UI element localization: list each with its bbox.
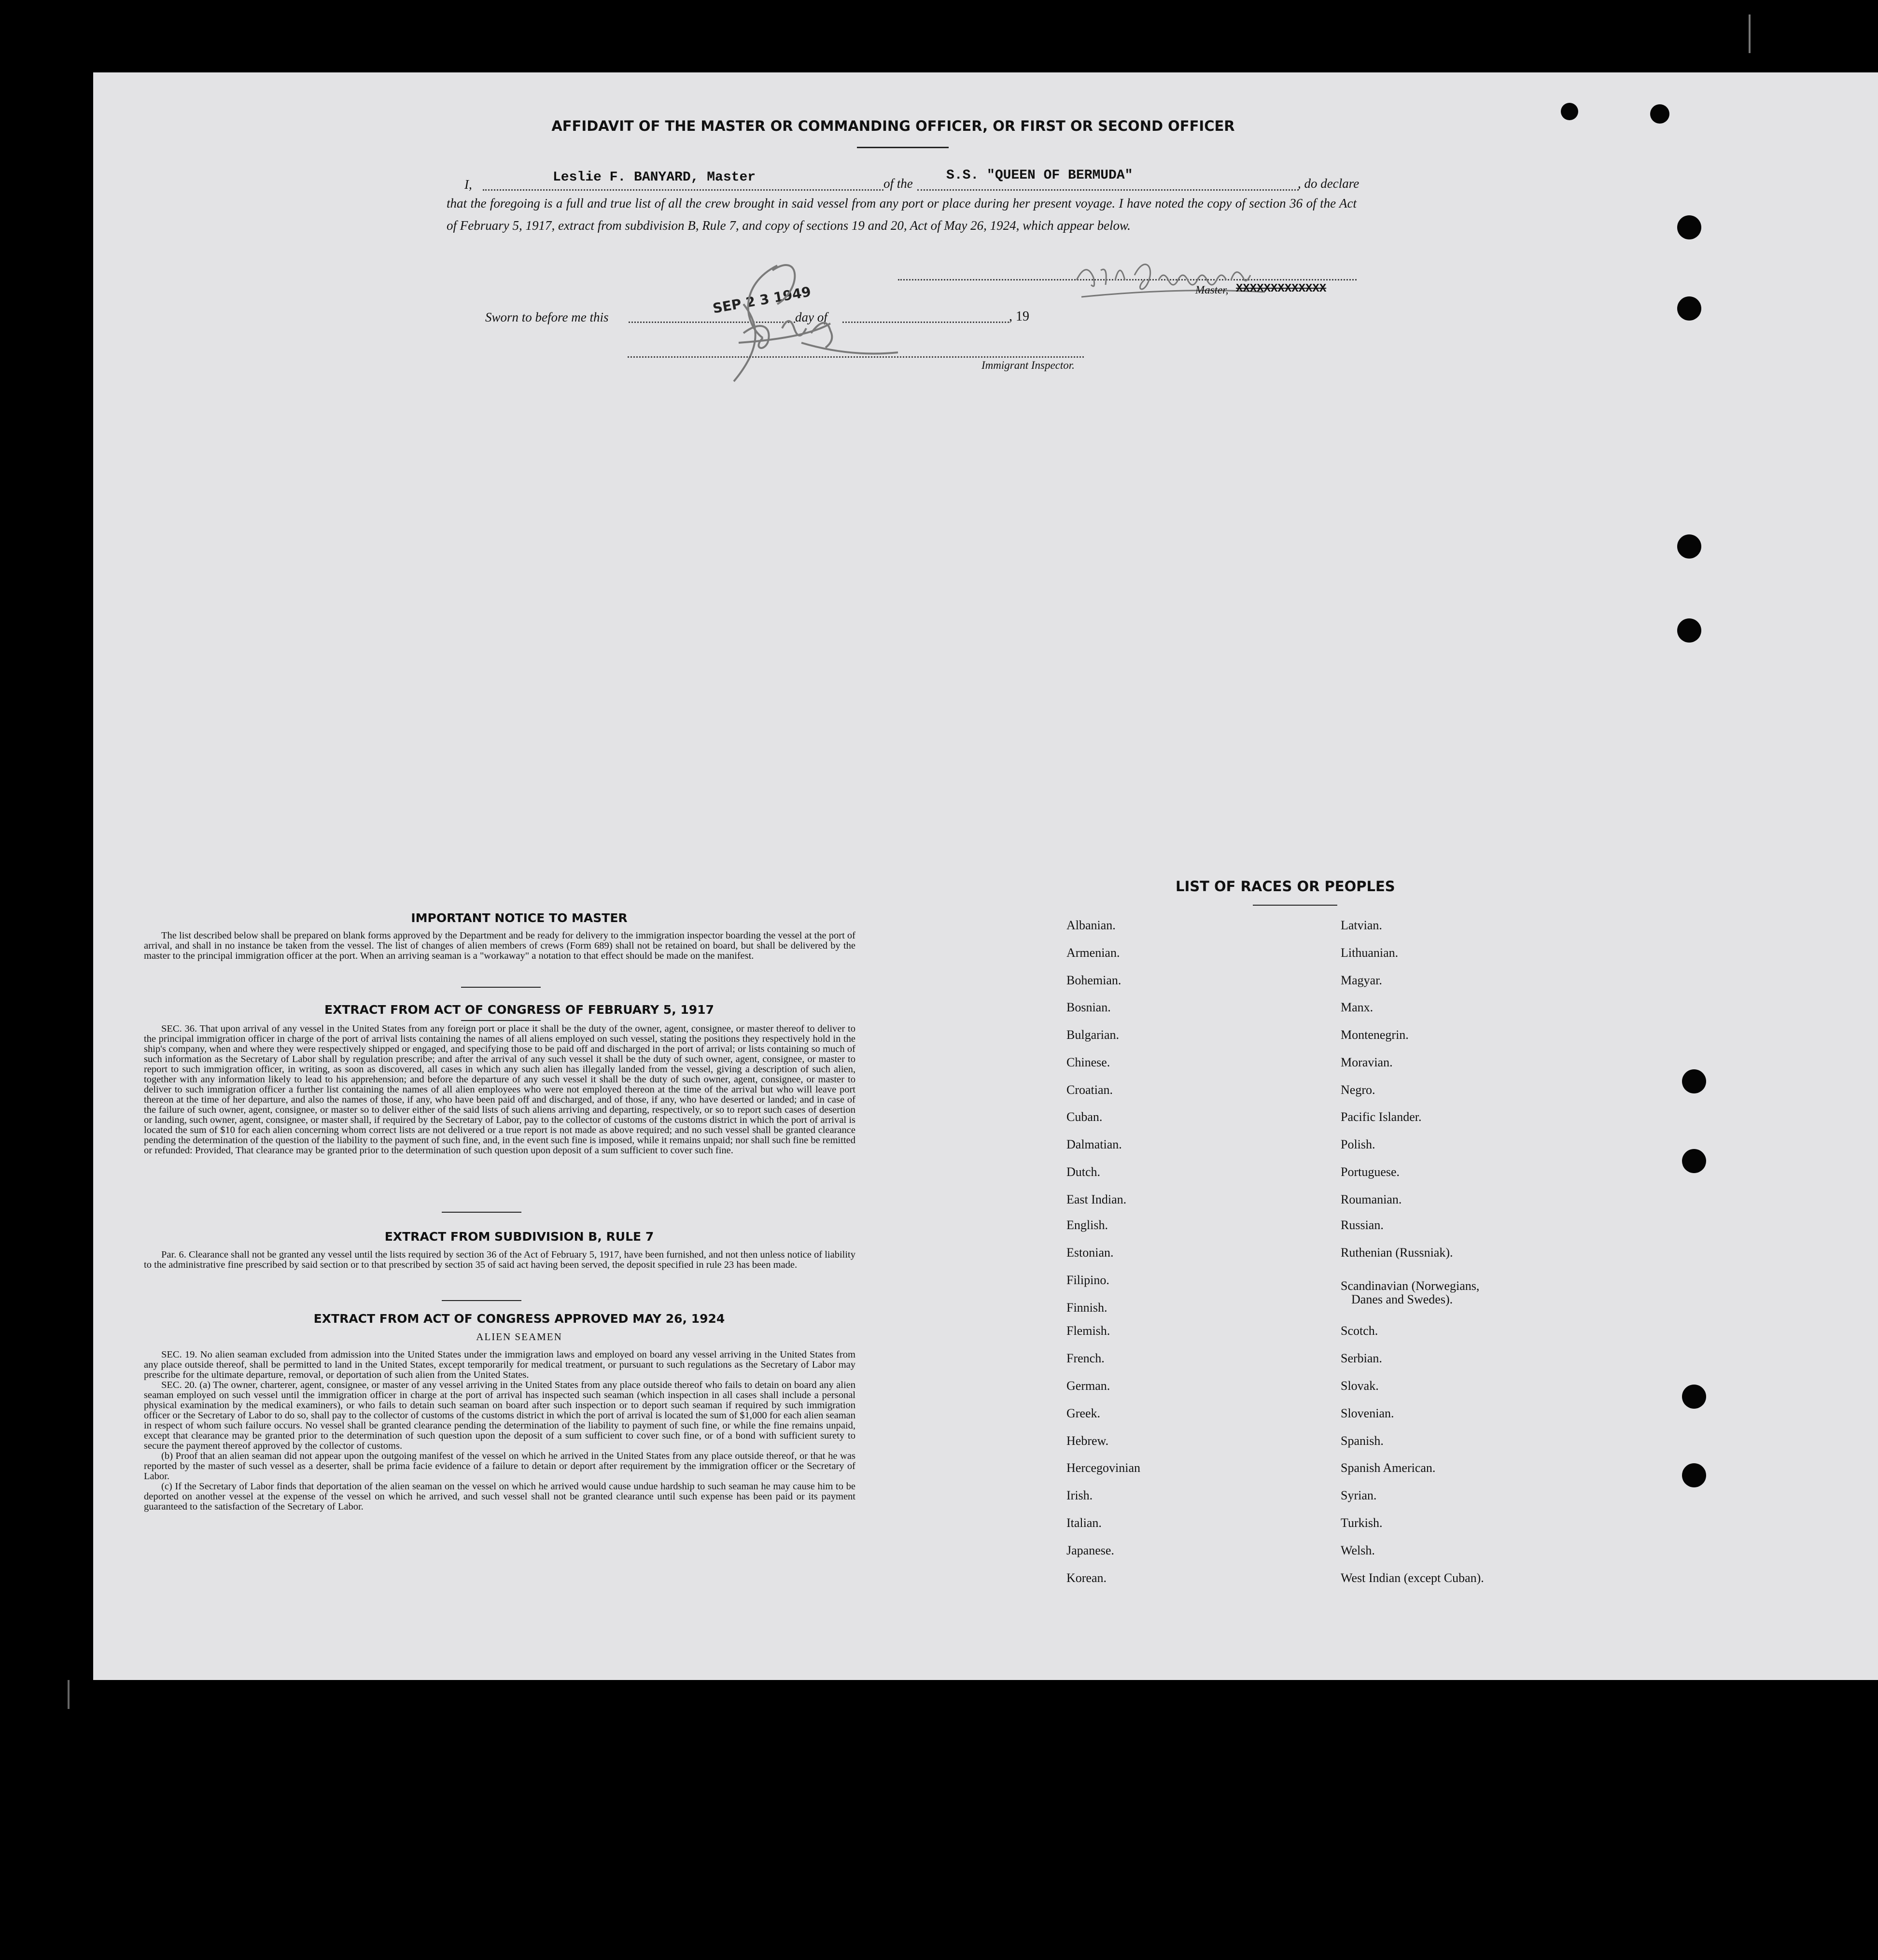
punch-hole-icon (1682, 1385, 1706, 1409)
day-of-label: day of (795, 310, 827, 324)
race-item: Spanish American. (1341, 1461, 1436, 1475)
vessel-name: S.S. "QUEEN OF BERMUDA" (946, 168, 1133, 183)
race-item: Roumanian. (1341, 1192, 1402, 1206)
master-label: Master, (1195, 284, 1229, 296)
race-item: Japanese. (1066, 1543, 1114, 1557)
extract-rule7-text (144, 1250, 855, 1270)
race-item: Scotch. (1341, 1324, 1378, 1338)
master-struck-title: XXXXXXXXXXXXX (1236, 282, 1327, 295)
inspector-signature-icon (666, 256, 917, 401)
punch-hole-icon (1682, 1463, 1706, 1487)
punch-hole-icon (1677, 534, 1701, 559)
race-item: Manx. (1341, 1000, 1373, 1014)
inspector-signature-line (628, 356, 1084, 358)
punch-hole-icon (1677, 296, 1701, 321)
name-blank (483, 189, 883, 191)
race-item: Bulgarian. (1066, 1028, 1120, 1042)
race-item: Irish. (1066, 1488, 1093, 1502)
vessel-blank (917, 189, 1299, 191)
race-item: Hebrew. (1066, 1434, 1109, 1448)
race-item: Hercegovinian (1066, 1461, 1141, 1475)
race-item: Montenegrin. (1341, 1028, 1409, 1042)
race-item: Dutch. (1066, 1165, 1101, 1179)
title-divider (857, 147, 949, 148)
race-item: Scandinavian (Norwegians, (1341, 1279, 1480, 1293)
paragraph-6: Par. 6. Clearance shall not be granted any vessel until the lists required by section 36 of the Act of February 5, 1917, have been furnished, and not then unless notice of liability to the administrative fine prescribed by said section or to that prescribed by section 35 of said act having been served, the deposit specified in rule 23 has been made. (144, 1249, 855, 1270)
race-item: Magyar. (1341, 973, 1382, 987)
race-item: German. (1066, 1379, 1110, 1393)
race-item: Serbian. (1341, 1351, 1382, 1365)
race-item: Pacific Islander. (1341, 1110, 1422, 1124)
race-item: Latvian. (1341, 918, 1382, 932)
inspector-label: Immigrant Inspector. (981, 359, 1075, 371)
race-item: East Indian. (1066, 1192, 1127, 1206)
race-item: Welsh. (1341, 1543, 1375, 1557)
race-item: Polish. (1341, 1137, 1375, 1151)
affidavit-title: AFFIDAVIT OF THE MASTER OR COMMANDING OFFICER, OR FIRST OR SECOND OFFICER (551, 118, 1235, 134)
race-item: Ruthenian (Russniak). (1341, 1246, 1453, 1260)
race-item: Armenian. (1066, 946, 1120, 960)
do-declare-label: , do declare (1298, 176, 1359, 191)
race-item: West Indian (except Cuban). (1341, 1571, 1484, 1585)
race-item: Turkish. (1341, 1516, 1383, 1530)
race-item: Slovenian. (1341, 1406, 1394, 1420)
punch-hole-icon (1677, 215, 1701, 239)
race-item: Portuguese. (1341, 1165, 1400, 1179)
race-item: Albanian. (1066, 918, 1116, 932)
sworn-label: Sworn to before me this (485, 310, 609, 324)
race-item: Greek. (1066, 1406, 1101, 1420)
master-name: Leslie F. BANYARD, Master (553, 170, 756, 185)
race-item: Russian. (1341, 1218, 1384, 1232)
race-item: Korean. (1066, 1571, 1107, 1585)
declaration-text: that the foregoing is a full and true list of all the crew brought in said vessel from any port or place during her present voyage. I have noted the copy of section 36 of the Act of February 5, 1917, extract from subdivision B, Rule 7, and copy of sections 19 and 20, Act of May 26, 1924, which appear below. (447, 196, 1357, 233)
race-item: Chinese. (1066, 1055, 1110, 1069)
i-label: I, (464, 177, 472, 192)
section-20c-paragraph: (c) If the Secretary of Labor finds that deportation of the alien seaman on the vessel on which he arrived would cause undue hardship to such seaman he may cause him to be deported on another vessel at the expense of the vessel on which he arrived, and such vessel shall not be granted clearance until such expense has been paid or its payment guaranteed to the satisfaction of the Secretary of Labor. (144, 1481, 855, 1512)
race-item: Danes and Swedes). (1351, 1292, 1453, 1306)
section-19-paragraph: SEC. 19. No alien seaman excluded from admission into the United States under the immigration laws and employed on board any vessel arriving in the United States from any place outside thereof, shall be permitted to land in the United States, except temporarily for medical treatment, or pursuant to such regulations as the Secretary of Labor may prescribe for the ultimate departure, removal, or deportation of such alien from the United States. (144, 1349, 855, 1380)
race-item: Italian. (1066, 1516, 1102, 1530)
punch-hole-icon (1677, 618, 1701, 643)
extract-1917-title: EXTRACT FROM ACT OF CONGRESS OF FEBRUARY 5, 1917 (324, 1003, 714, 1017)
races-title: LIST OF RACES OR PEOPLES (1176, 878, 1395, 895)
race-item: Spanish. (1341, 1434, 1384, 1448)
punch-hole-icon (1682, 1069, 1706, 1093)
race-item: Moravian. (1341, 1055, 1393, 1069)
race-item: Finnish. (1066, 1301, 1107, 1315)
race-item: Slovak. (1341, 1379, 1379, 1393)
race-item: Estonian. (1066, 1246, 1114, 1260)
extract-1924-text (144, 1350, 855, 1512)
section-36-paragraph: SEC. 36. That upon arrival of any vessel in the United States from any foreign port or place it shall be the duty of the owner, agent, consignee, or master thereof to deliver to the principal immigration officer in charge of the port of arrival lists containing the names of all aliens employed on such vessel, stating the positions they respectively hold in the ship's company, when and where they were respectively shipped or engaged, and specifying those to be paid off and discharged in the port of arrival; or lists containing so much of such information as the Secretary of Labor shall by regulation prescribe; and after the arrival of any such vessel it shall be the duty of such owner, agent, consignee, or master to report to such immigration officer, in writing, as soon as discovered, all cases in which any such alien has illegally landed from the vessel, giving a description of such alien, together with any information likely to lead to his apprehension; and before the departure of any such vessel it shall be the duty of such owner, agent, consignee, or master to deliver to such immigration officer a further list containing the names of all alien employees who were not employed thereon at the time of the arrival but who will leave port thereon at the time of her departure, and also the names of those, if any, who have been paid off and discharged, and of those, if any, who have deserted or landed; and in case of the failure of such owner, agent, consignee, or master so to deliver either of the said lists of such aliens arriving and departing, respectively, or so to report such cases of desertion or landing, such owner, agent, consignee, or master shall, if required by the Secretary of Labor, pay to the collector of customs of the customs district in which the port of arrival is located the sum of $10 for each alien concerning whom correct lists are not delivered or a true report is not made as above required; and no such vessel shall be granted clearance pending the determination of the question of the liability to the payment of such fine, and, in the event such fine is imposed, while it remains unpaid; nor shall such fine be remitted or refunded: Provided, That clearance may be granted prior to the determination of such question upon deposit of a sum sufficient to cover such fine. (144, 1023, 855, 1156)
master-signature-icon (1072, 251, 1313, 309)
notice-divider (461, 987, 541, 988)
extract-1917-end-divider (442, 1212, 521, 1213)
section-20a-paragraph: SEC. 20. (a) The owner, charterer, agent, consignee, or master of any vessel arriving in the United States from any place outside thereof who fails to detain on board any alien seaman employed on such vessel until the immigration officer in charge at the port of arrival has inspected such seaman (which inspection in all cases shall include a personal physical examination by the medical examiners), or who fails to detain such seaman on board after such inspection or to deport such seaman if required by such immigration officer or the Secretary of Labor to do so, shall pay to the collector of customs of the customs district in which the port of arrival is located the sum of $1,000 for each alien seaman in respect of whom such failure occurs. No vessel shall be granted clearance pending the determination of the liability to payment of such fine, or while the fine remains unpaid, except that clearance may be granted prior to the determination of such question upon the deposit of a sum sufficient to cover such fine, or of a bond with sufficient surety to secure the payment thereof approved by the collector of customs. (144, 1380, 855, 1451)
notice-paragraph: The list described below shall be prepared on blank forms approved by the Department and be ready for delivery to the immigration inspector boarding the vessel at the port of arrival, and shall in no instance be taken from the vessel. The list of changes of alien members of crews (Form 689) shall not be retained on board, but shall be delivered by the master to the principal immigration officer at the port. When an arriving seaman is a "workaway" a notation to that effect should be made on the manifest. (144, 930, 855, 961)
film-edge-mark (1749, 14, 1751, 53)
extract-rule7-title: EXTRACT FROM SUBDIVISION B, RULE 7 (384, 1230, 654, 1244)
races-divider (1253, 905, 1337, 906)
year-prefix: , 19 (1009, 309, 1029, 324)
race-item: Bosnian. (1066, 1000, 1111, 1014)
extract-rule7-divider (442, 1300, 521, 1301)
race-item: French. (1066, 1351, 1105, 1365)
race-item: Cuban. (1066, 1110, 1103, 1124)
date-stamp: SEP 2 3 1949 (711, 283, 813, 317)
race-item: Syrian. (1341, 1488, 1377, 1502)
race-item: Lithuanian. (1341, 946, 1399, 960)
notice-title: IMPORTANT NOTICE TO MASTER (411, 911, 628, 925)
race-item: Dalmatian. (1066, 1137, 1122, 1151)
notice-text (144, 931, 855, 961)
race-item: Bohemian. (1066, 973, 1121, 987)
race-item: English. (1066, 1218, 1108, 1232)
extract-1917-text (144, 1024, 855, 1156)
race-item: Flemish. (1066, 1324, 1110, 1338)
extract-1917-divider (461, 1020, 541, 1021)
alien-seamen-subtitle: ALIEN SEAMEN (476, 1331, 562, 1343)
extract-1924-title: EXTRACT FROM ACT OF CONGRESS APPROVED MAY 26, 1924 (313, 1312, 725, 1326)
section-20b-paragraph: (b) Proof that an alien seaman did not appear upon the outgoing manifest of the vessel on which he arrived in the United States from any place outside thereof, or that he was reported by the master of such vessel as a deserter, shall be prima facie evidence of a failure to detain or deport after requirement by the immigration officer or the Secretary of Labor. (144, 1451, 855, 1482)
race-item: Filipino. (1066, 1273, 1109, 1287)
race-item: Croatian. (1066, 1083, 1113, 1097)
of-the-label: of the (883, 176, 913, 191)
punch-hole-icon (1682, 1149, 1706, 1173)
film-edge-mark (68, 1680, 70, 1709)
race-item: Negro. (1341, 1083, 1375, 1097)
